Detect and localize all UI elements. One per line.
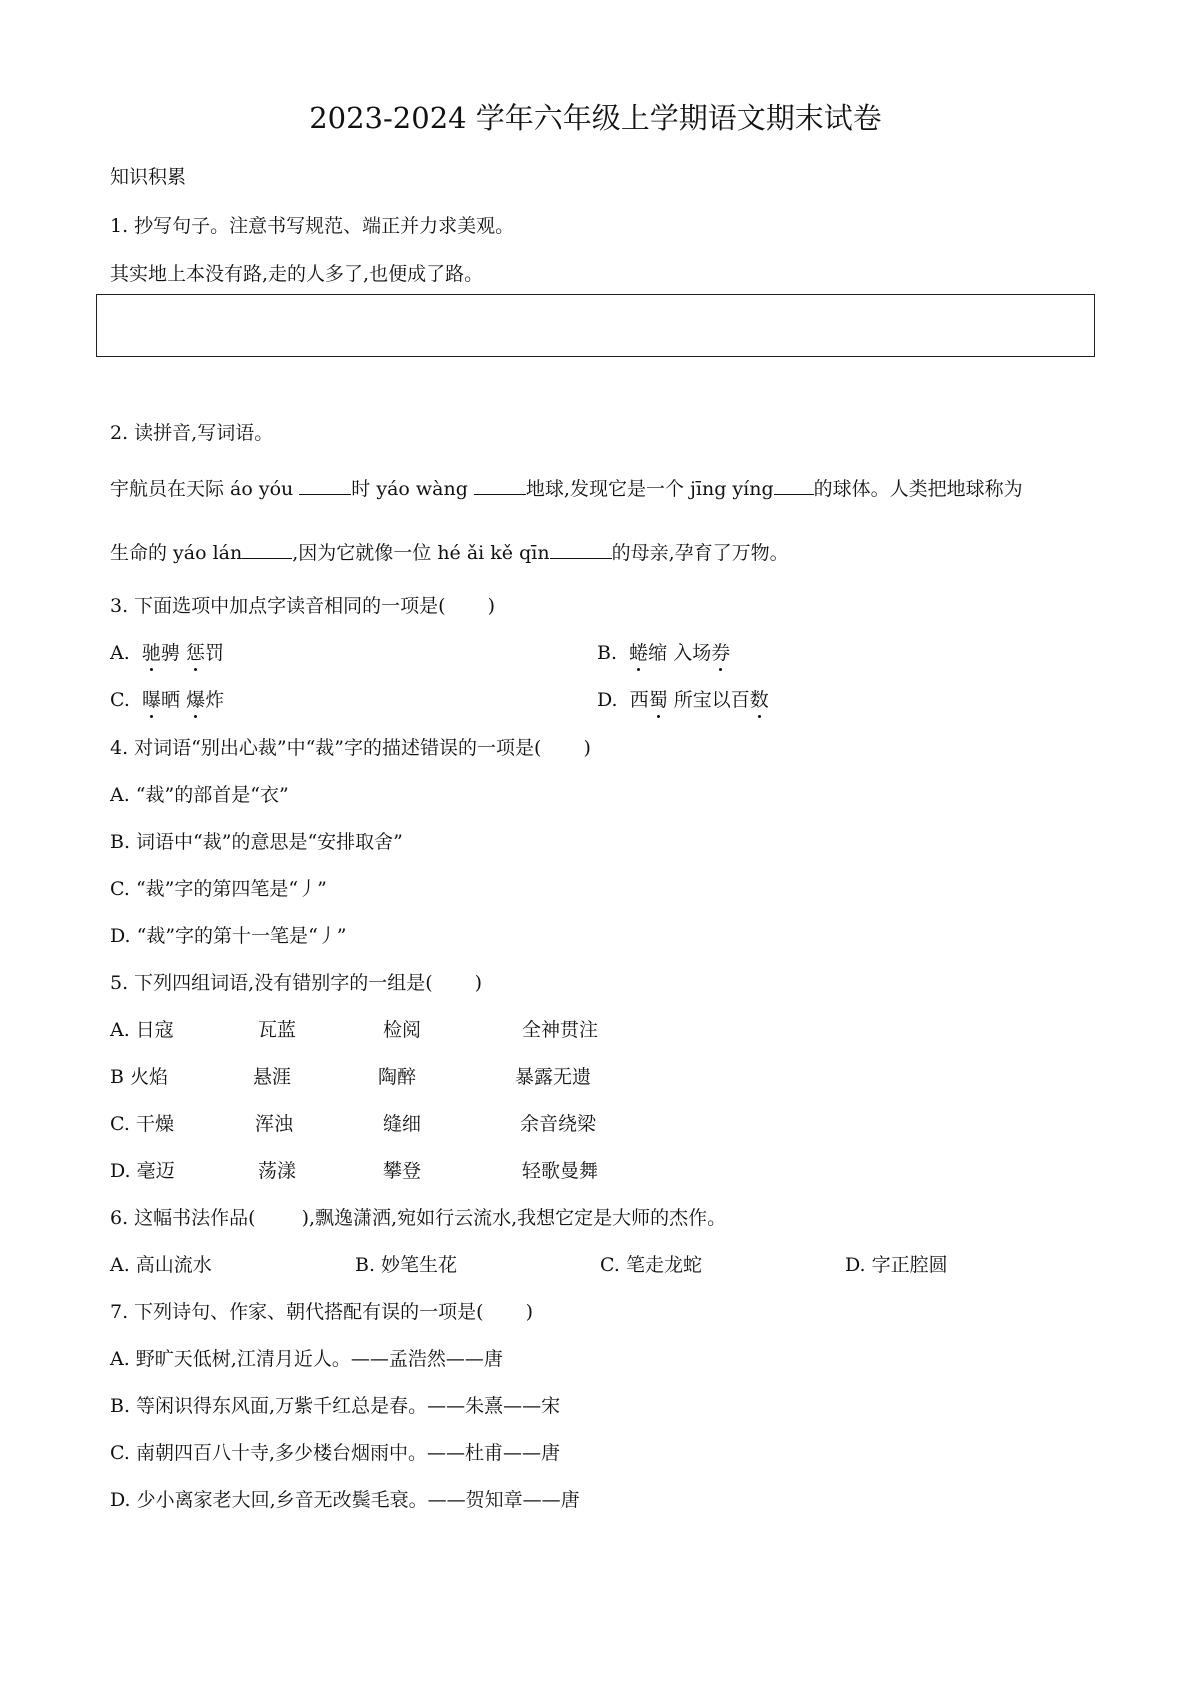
option-d[interactable]: D. 少小离家老大回,乡音无改鬓毛衰。——贺知章——唐 [110, 1489, 580, 1511]
question-1-stem: 1. 抄写句子。注意书写规范、端正并力求美观。 [110, 215, 515, 237]
q2-line1-part-c: 地球,发现它是一个 jīng yíng [525, 478, 774, 500]
q7-stem-text: 7. 下列诗句、作家、朝代搭配有误的一项是( [110, 1301, 484, 1323]
option-label: C. [110, 689, 130, 711]
option-a[interactable]: A. “裁”的部首是“衣” [110, 784, 289, 806]
q3-stem-close: ) [487, 595, 496, 617]
question-2-line-1 [110, 476, 1023, 502]
q3-stem-text: 3. 下面选项中加点字读音相同的一项是( [110, 595, 446, 617]
word-cell: 轻歌曼舞 [522, 1160, 599, 1182]
question-1-sentence: 其实地上本没有路,走的人多了,也便成了路。 [110, 263, 484, 285]
question-2-stem: 2. 读拼音,写词语。 [110, 422, 274, 444]
option-label: B. [597, 642, 618, 664]
question-3-stem [110, 593, 495, 619]
word-text: 骋 [160, 642, 180, 664]
option-a[interactable]: A. 高山流水 [110, 1254, 212, 1276]
answer-blank[interactable] [242, 540, 292, 559]
answer-blank[interactable] [550, 540, 612, 559]
word-cell: 悬涯 [253, 1066, 292, 1088]
word-cell: 攀登 [383, 1160, 422, 1182]
option-a[interactable]: A. 野旷天低树,江清月近人。——孟浩然——唐 [110, 1348, 503, 1370]
word-cell: 余音绕梁 [520, 1113, 597, 1135]
word-cell: 陶醉 [378, 1066, 417, 1088]
word-text: 缩 [648, 642, 668, 664]
word-cell: 瓦蓝 [258, 1019, 297, 1041]
option-c[interactable]: C. “裁”字的第四笔是“丿” [110, 878, 327, 900]
exam-title: 2023-2024 学年六年级上学期语文期末试卷 [309, 101, 882, 135]
word-text: 西 [629, 689, 649, 711]
option-c[interactable]: C. 笔走龙蛇 [600, 1254, 702, 1276]
word-cell: A. 日寇 [110, 1019, 174, 1041]
q2-line1-part-a: 宇航员在天际 áo yóu [110, 478, 300, 500]
word-cell: D. 毫迈 [110, 1160, 175, 1182]
word-cell: 检阅 [383, 1019, 422, 1041]
word-text: 所宝以百 [673, 689, 750, 711]
option-c[interactable] [110, 687, 224, 713]
dotted-char: 蜷 [629, 642, 649, 664]
q6-stem-text: 6. 这幅书法作品( [110, 1207, 256, 1229]
dotted-char: 曝 [142, 689, 162, 711]
question-4-stem [110, 735, 591, 761]
dotted-char: 惩 [185, 642, 205, 664]
q2-line2-part-b: ,因为它就像一位 hé ǎi kě qīn [292, 542, 550, 564]
word-cell: B 火焰 [110, 1066, 169, 1088]
option-a[interactable] [110, 640, 224, 666]
question-7-stem [110, 1299, 533, 1325]
option-label: A. [110, 642, 130, 664]
dotted-char: 驰 [141, 642, 161, 664]
question-5-stem [110, 970, 482, 996]
word-cell: 全神贯注 [522, 1019, 599, 1041]
option-b[interactable]: B. 词语中“裁”的意思是“安排取舍” [110, 831, 403, 853]
q2-line2-part-c: 的母亲,孕育了万物。 [611, 542, 789, 564]
word-cell: C. 干燥 [110, 1113, 174, 1135]
word-text: 罚 [204, 642, 224, 664]
q5-stem-close: ) [474, 972, 483, 994]
section-heading: 知识积累 [110, 166, 187, 188]
question-6-stem [110, 1205, 726, 1231]
dotted-char: 数 [749, 689, 769, 711]
option-d[interactable]: D. “裁”字的第十一笔是“丿” [110, 925, 347, 947]
answer-blank[interactable] [474, 476, 526, 495]
q2-line2-part-a: 生命的 yáo lán [110, 542, 243, 564]
dotted-char: 蜀 [648, 689, 668, 711]
word-cell: 缝细 [383, 1113, 422, 1135]
option-b[interactable]: B. 妙笔生花 [355, 1254, 458, 1276]
word-text: 入场 [673, 642, 712, 664]
option-b[interactable] [597, 640, 730, 666]
answer-blank[interactable] [299, 476, 351, 495]
option-c[interactable]: C. 南朝四百八十寺,多少楼台烟雨中。——杜甫——唐 [110, 1442, 560, 1464]
q2-line1-part-b: 时 yáo wàng [351, 478, 474, 500]
q4-stem-close: ) [583, 737, 591, 759]
question-2-line-2 [110, 540, 789, 566]
word-cell: 暴露无遗 [515, 1066, 592, 1088]
copy-writing-box[interactable] [96, 294, 1095, 357]
word-cell: 浑浊 [255, 1113, 294, 1135]
q5-stem-text: 5. 下列四组词语,没有错别字的一组是( [110, 972, 433, 994]
q7-stem-close: ) [525, 1301, 534, 1323]
option-d[interactable] [597, 687, 769, 713]
word-cell: 荡漾 [258, 1160, 297, 1182]
dotted-char: 券 [711, 642, 731, 664]
option-b[interactable]: B. 等闲识得东风面,万紫千红总是春。——朱熹——宋 [110, 1395, 561, 1417]
dotted-char: 爆 [186, 689, 206, 711]
option-label: D. [597, 689, 618, 711]
q4-stem-text: 4. 对词语“别出心裁”中“裁”字的描述错误的一项是( [110, 737, 542, 759]
word-text: 晒 [161, 689, 181, 711]
q6-stem-text-rest: ),飘逸潇洒,宛如行云流水,我想它定是大师的杰作。 [301, 1207, 727, 1229]
option-d[interactable]: D. 字正腔圆 [845, 1254, 948, 1276]
q2-line1-part-d: 的球体。人类把地球称为 [813, 478, 1023, 500]
answer-blank[interactable] [774, 476, 814, 495]
word-text: 炸 [205, 689, 225, 711]
